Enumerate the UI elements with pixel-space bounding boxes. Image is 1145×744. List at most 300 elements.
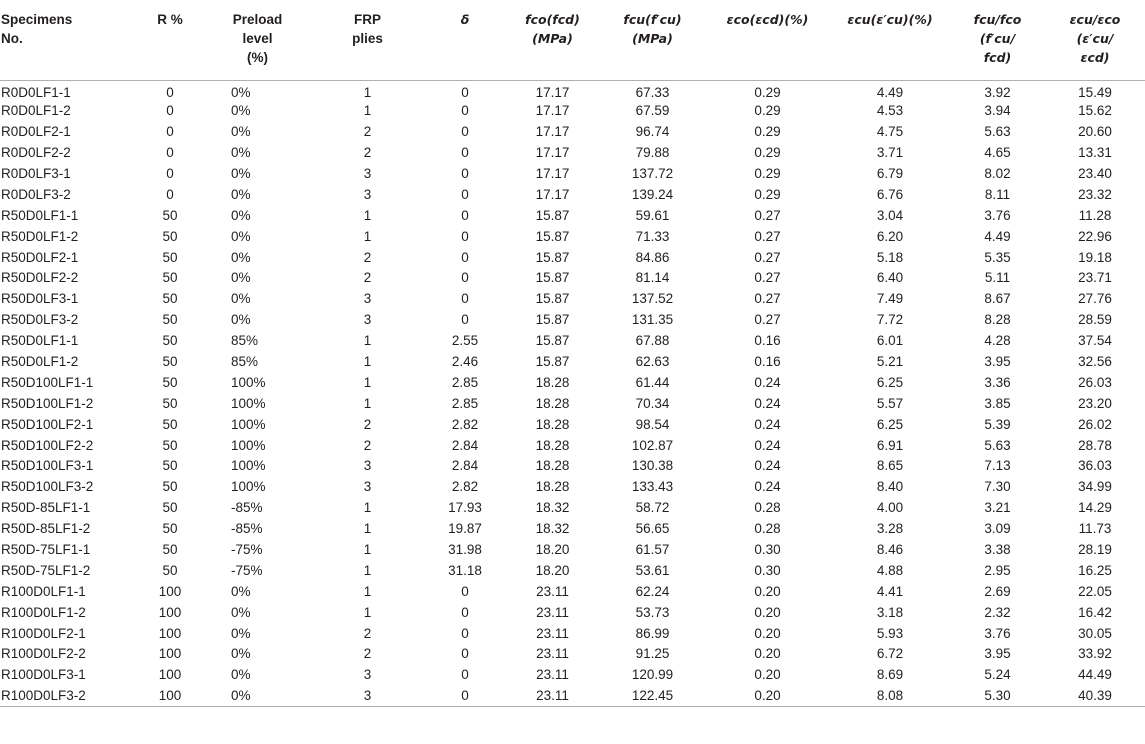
cell-fcu: 137.72: [631, 166, 674, 181]
cell-preload-level: 0%: [231, 625, 251, 641]
cell-preload-level: -85%: [231, 521, 263, 537]
table-body: [0, 80, 1145, 707]
cell-epscu-epsco-ratio: 23.71: [1078, 270, 1112, 286]
header-line: R %: [157, 12, 183, 27]
cell-fcu: 79.88: [635, 145, 670, 161]
header-frp-plies: [310, 0, 425, 80]
cell-fcu-fco-ratio: 5.24: [984, 667, 1011, 683]
cell-frp-plies: 1: [363, 521, 372, 537]
cell-eps-co: 0.30: [754, 542, 781, 558]
cell-delta: 0: [461, 207, 469, 223]
cell-eps-cu: 6.40: [876, 270, 904, 286]
cell-eps-cu: 8.08: [876, 688, 904, 704]
cell-preload-level: 0%: [231, 124, 251, 140]
cell-epscu-epsco-ratio: 20.60: [1078, 124, 1112, 140]
cell-r-percent: 50: [162, 312, 178, 328]
cell-epscu-epsco-ratio: 44.49: [1078, 667, 1112, 683]
cell-specimens: R50D-75LF1-2: [1, 562, 91, 578]
cell-frp-plies: 2: [363, 646, 372, 662]
cell-r-percent: 0: [166, 186, 174, 202]
cell-delta: 0: [461, 270, 469, 286]
cell-delta: 0: [461, 291, 469, 307]
header-fco: [505, 0, 600, 80]
cell-specimens: R50D100LF1-1: [1, 374, 94, 390]
cell-r-percent: 100: [158, 646, 182, 662]
cell-fcu-fco-ratio: 5.35: [984, 249, 1011, 265]
cell-r-percent: 50: [162, 416, 178, 432]
table-row: [0, 122, 1145, 143]
header-line: No.: [1, 31, 23, 46]
cell-fco: 15.87: [535, 228, 570, 244]
cell-epscu-epsco-ratio: 13.31: [1078, 145, 1112, 161]
cell-frp-plies: 3: [363, 688, 372, 704]
table-row: [0, 602, 1145, 623]
table-row: [0, 644, 1145, 665]
cell-fcu: 120.99: [631, 667, 674, 683]
cell-fco: 18.28: [535, 458, 570, 474]
cell-frp-plies: 1: [363, 84, 372, 100]
cell-fco: 15.87: [535, 207, 570, 223]
cell-fcu: 131.35: [631, 312, 674, 328]
cell-eps-co: 0.24: [754, 395, 781, 411]
cell-fco: 15.87: [535, 333, 570, 349]
table-row: [0, 184, 1145, 205]
cell-preload-level: -75%: [231, 542, 263, 558]
cell-fco: 17.17: [535, 166, 570, 181]
header-line: FRP: [354, 12, 381, 27]
cell-fcu-fco-ratio: 3.92: [984, 84, 1011, 100]
cell-preload-level: 0%: [231, 688, 251, 704]
cell-fcu-fco-ratio: 3.76: [984, 207, 1011, 223]
table-row: [0, 393, 1145, 414]
cell-delta: 0: [461, 312, 469, 328]
cell-specimens: R50D-85LF1-2: [1, 521, 91, 537]
cell-fcu-fco-ratio: 3.38: [984, 542, 1011, 558]
cell-delta: 0: [461, 249, 469, 265]
table-row: [0, 205, 1145, 226]
cell-fcu-fco-ratio: 5.63: [984, 437, 1011, 453]
cell-eps-cu: 8.46: [876, 542, 904, 558]
cell-eps-co: 0.24: [754, 437, 781, 453]
cell-preload-level: 0%: [231, 583, 251, 599]
cell-preload-level: 0%: [231, 103, 251, 119]
table-row: [0, 352, 1145, 373]
cell-fcu: 102.87: [631, 437, 674, 453]
cell-r-percent: 100: [158, 604, 182, 620]
cell-fcu-fco-ratio: 3.21: [984, 500, 1011, 516]
cell-fco: 18.20: [535, 562, 570, 578]
table-row: [0, 540, 1145, 561]
cell-epscu-epsco-ratio: 28.59: [1078, 312, 1112, 328]
cell-frp-plies: 1: [363, 103, 372, 119]
header-line: εcd): [1080, 50, 1110, 65]
cell-fcu: 130.38: [631, 458, 674, 474]
cell-r-percent: 50: [162, 562, 178, 578]
cell-preload-level: 0%: [231, 249, 251, 265]
cell-delta: 0: [461, 583, 469, 599]
cell-eps-co: 0.20: [754, 625, 781, 641]
header-r-percent: [135, 0, 205, 80]
cell-delta: 31.18: [448, 562, 482, 578]
table-row: [0, 331, 1145, 352]
cell-epscu-epsco-ratio: 30.05: [1078, 625, 1112, 641]
cell-fcu-fco-ratio: 8.11: [984, 186, 1011, 202]
cell-epscu-epsco-ratio: 16.25: [1078, 562, 1112, 578]
header-line: Preload: [232, 12, 283, 27]
cell-delta: 0: [461, 145, 469, 161]
cell-fco: 15.87: [535, 291, 570, 307]
header-line: (MPa): [632, 31, 673, 46]
table-row: [0, 289, 1145, 310]
cell-eps-cu: 3.71: [876, 145, 904, 161]
cell-r-percent: 50: [162, 374, 178, 390]
table-row: [0, 477, 1145, 498]
cell-delta: 2.84: [451, 437, 479, 453]
header-line: δ: [460, 12, 470, 27]
cell-epscu-epsco-ratio: 23.20: [1078, 395, 1112, 411]
cell-eps-cu: 5.18: [876, 249, 904, 265]
cell-r-percent: 100: [158, 688, 182, 704]
cell-frp-plies: 2: [363, 625, 372, 641]
cell-eps-cu: 6.76: [876, 186, 904, 202]
cell-epscu-epsco-ratio: 16.42: [1078, 604, 1112, 620]
cell-fcu-fco-ratio: 3.95: [984, 646, 1011, 662]
table-row: [0, 665, 1145, 686]
cell-specimens: R0D0LF2-1: [1, 124, 71, 140]
cell-eps-co: 0.29: [754, 103, 781, 119]
cell-fcu-fco-ratio: 4.65: [984, 145, 1011, 161]
cell-fcu: 53.61: [635, 562, 670, 578]
cell-specimens: R100D0LF3-1: [1, 667, 86, 683]
header-line: Specimens: [1, 12, 73, 27]
cell-r-percent: 100: [158, 625, 182, 641]
header-line: εco(εcd)(%): [726, 12, 809, 27]
cell-specimens: R50D0LF1-2: [1, 228, 79, 244]
cell-fco: 15.87: [535, 312, 570, 328]
cell-preload-level: 0%: [231, 667, 251, 683]
header-line: fcu(f′cu): [623, 12, 682, 27]
header-line: (f′cu/: [979, 31, 1016, 46]
cell-preload-level: 100%: [231, 374, 266, 390]
cell-fco: 18.28: [535, 374, 570, 390]
table-row: [0, 101, 1145, 122]
cell-epscu-epsco-ratio: 23.32: [1078, 186, 1112, 202]
cell-preload-level: 0%: [231, 84, 251, 100]
cell-specimens: R0D0LF1-1: [1, 84, 71, 100]
cell-eps-cu: 3.28: [876, 521, 904, 537]
cell-frp-plies: 1: [363, 542, 372, 558]
cell-epscu-epsco-ratio: 28.19: [1078, 542, 1112, 558]
cell-fcu: 58.72: [635, 500, 670, 516]
cell-epscu-epsco-ratio: 26.02: [1078, 416, 1112, 432]
header-line: (MPa): [532, 31, 573, 46]
cell-fco: 18.28: [535, 395, 570, 411]
header-line: fcu/fco: [973, 12, 1022, 27]
cell-delta: 17.93: [448, 500, 482, 516]
header-epscu-epsco-ratio: [1045, 0, 1145, 80]
cell-frp-plies: 3: [363, 667, 372, 683]
table-row: [0, 623, 1145, 644]
cell-fco: 23.11: [536, 646, 569, 662]
cell-eps-cu: 6.25: [876, 374, 904, 390]
cell-specimens: R0D0LF3-2: [1, 186, 71, 202]
cell-fcu: 61.57: [635, 542, 670, 558]
cell-r-percent: 50: [162, 270, 178, 286]
header-line: εcu(ε′cu)(%): [847, 12, 933, 27]
cell-epscu-epsco-ratio: 11.28: [1078, 207, 1112, 223]
cell-fco: 17.17: [535, 145, 570, 161]
table-row: [0, 581, 1145, 602]
cell-epscu-epsco-ratio: 15.49: [1078, 84, 1112, 100]
cell-frp-plies: 3: [363, 312, 372, 328]
cell-frp-plies: 1: [363, 354, 372, 370]
table-row: [0, 268, 1145, 289]
header-line: εcu/εco: [1069, 12, 1121, 27]
cell-r-percent: 50: [162, 249, 178, 265]
cell-delta: 0: [461, 688, 469, 704]
header-line: level: [242, 31, 273, 46]
cell-eps-co: 0.29: [754, 186, 781, 202]
cell-fcu: 81.14: [635, 270, 670, 286]
cell-eps-co: 0.29: [754, 145, 781, 161]
cell-eps-cu: 6.72: [876, 646, 904, 662]
cell-eps-co: 0.20: [754, 604, 781, 620]
cell-fcu: 71.33: [635, 228, 670, 244]
cell-specimens: R50D0LF1-2: [1, 354, 79, 370]
cell-fcu-fco-ratio: 5.39: [984, 416, 1011, 432]
cell-preload-level: 0%: [231, 646, 251, 662]
cell-specimens: R50D0LF3-2: [1, 312, 79, 328]
cell-eps-co: 0.16: [754, 333, 781, 349]
cell-eps-cu: 5.57: [876, 395, 904, 411]
cell-fco: 23.11: [536, 583, 569, 599]
cell-preload-level: 0%: [231, 604, 251, 620]
cell-delta: 0: [461, 667, 469, 683]
cell-eps-cu: 5.21: [876, 354, 904, 370]
cell-frp-plies: 2: [363, 437, 372, 453]
cell-r-percent: 50: [162, 500, 178, 516]
cell-frp-plies: 3: [363, 458, 372, 474]
cell-frp-plies: 2: [363, 270, 372, 286]
cell-specimens: R100D0LF1-2: [1, 604, 86, 620]
cell-eps-cu: 8.65: [876, 458, 904, 474]
cell-eps-co: 0.30: [754, 562, 781, 578]
cell-fcu: 53.73: [635, 604, 670, 620]
cell-eps-cu: 6.25: [876, 416, 904, 432]
cell-specimens: R50D0LF2-2: [1, 270, 79, 286]
header-line: plies: [352, 31, 383, 46]
cell-fcu: 96.74: [635, 124, 670, 140]
cell-r-percent: 50: [162, 458, 178, 474]
cell-eps-cu: 6.91: [876, 437, 904, 453]
cell-r-percent: 50: [162, 395, 178, 411]
cell-epscu-epsco-ratio: 37.54: [1078, 333, 1112, 349]
cell-r-percent: 0: [166, 145, 174, 161]
cell-preload-level: 100%: [231, 395, 266, 411]
cell-fco: 18.20: [535, 542, 570, 558]
cell-specimens: R100D0LF1-1: [1, 583, 86, 599]
table-row: [0, 143, 1145, 164]
cell-fcu-fco-ratio: 8.67: [984, 291, 1011, 307]
table-row: [0, 560, 1145, 581]
cell-specimens: R100D0LF2-1: [1, 625, 86, 641]
table-header: [0, 0, 1145, 80]
cell-fcu-fco-ratio: 4.28: [984, 333, 1011, 349]
cell-eps-cu: 6.79: [876, 166, 904, 181]
cell-eps-co: 0.29: [754, 124, 781, 140]
cell-delta: 0: [461, 124, 469, 140]
cell-frp-plies: 1: [363, 500, 372, 516]
cell-specimens: R50D-75LF1-1: [1, 542, 91, 558]
cell-delta: 2.82: [451, 416, 479, 432]
header-line: fcd): [983, 50, 1012, 65]
cell-eps-cu: 4.49: [876, 84, 904, 100]
cell-fco: 17.17: [535, 84, 570, 100]
cell-frp-plies: 1: [363, 333, 372, 349]
cell-epscu-epsco-ratio: 40.39: [1078, 688, 1112, 704]
cell-epscu-epsco-ratio: 34.99: [1078, 479, 1112, 495]
header-line: (ε′cu/: [1076, 31, 1114, 46]
cell-eps-co: 0.27: [754, 312, 781, 328]
header-row: [0, 0, 1145, 80]
cell-eps-cu: 6.20: [876, 228, 904, 244]
cell-r-percent: 50: [162, 521, 178, 537]
cell-delta: 0: [461, 604, 469, 620]
cell-epscu-epsco-ratio: 11.73: [1078, 521, 1112, 537]
cell-eps-co: 0.24: [754, 479, 781, 495]
cell-fcu-fco-ratio: 5.63: [984, 124, 1011, 140]
header-line: (%): [247, 50, 268, 65]
cell-delta: 0: [461, 625, 469, 641]
cell-frp-plies: 2: [363, 124, 372, 140]
cell-fco: 23.11: [536, 667, 569, 683]
cell-preload-level: -85%: [231, 500, 263, 516]
cell-fcu-fco-ratio: 2.32: [984, 604, 1011, 620]
header-eps-cu: [830, 0, 950, 80]
cell-fco: 17.17: [535, 124, 570, 140]
cell-fcu: 70.34: [635, 395, 670, 411]
cell-r-percent: 50: [162, 437, 178, 453]
cell-r-percent: 50: [162, 291, 178, 307]
cell-eps-co: 0.28: [754, 500, 781, 516]
cell-frp-plies: 3: [363, 291, 372, 307]
cell-epscu-epsco-ratio: 28.78: [1078, 437, 1112, 453]
cell-delta: 2.85: [451, 374, 479, 390]
cell-preload-level: 100%: [231, 416, 266, 432]
table-row: [0, 456, 1145, 477]
cell-preload-level: 0%: [231, 228, 251, 244]
cell-frp-plies: 1: [363, 228, 372, 244]
table-row: [0, 686, 1145, 707]
table-row: [0, 226, 1145, 247]
cell-specimens: R50D100LF1-2: [1, 395, 94, 411]
table-row: [0, 498, 1145, 519]
cell-eps-co: 0.29: [754, 84, 781, 100]
cell-fco: 23.11: [536, 604, 569, 620]
cell-delta: 31.98: [448, 542, 482, 558]
cell-eps-cu: 8.40: [876, 479, 904, 495]
table-row: [0, 164, 1145, 185]
cell-preload-level: 100%: [231, 458, 266, 474]
table-row: [0, 414, 1145, 435]
cell-specimens: R50D0LF3-1: [1, 291, 79, 307]
cell-preload-level: 0%: [231, 207, 251, 223]
cell-fcu-fco-ratio: 2.95: [984, 562, 1011, 578]
cell-fcu: 67.88: [635, 333, 670, 349]
cell-epscu-epsco-ratio: 22.05: [1078, 583, 1112, 599]
cell-fcu-fco-ratio: 4.49: [984, 228, 1011, 244]
cell-delta: 2.82: [451, 479, 479, 495]
cell-eps-co: 0.27: [754, 249, 781, 265]
cell-fco: 17.17: [535, 103, 570, 119]
cell-specimens: R100D0LF3-2: [1, 688, 86, 704]
cell-frp-plies: 3: [363, 186, 372, 202]
cell-frp-plies: 1: [363, 562, 372, 578]
cell-specimens: R50D-85LF1-1: [1, 500, 91, 516]
cell-eps-co: 0.27: [754, 270, 781, 286]
cell-delta: 0: [461, 84, 469, 100]
cell-eps-cu: 5.93: [876, 625, 904, 641]
cell-fcu: 61.44: [635, 374, 670, 390]
cell-eps-co: 0.20: [754, 688, 781, 704]
cell-eps-co: 0.24: [754, 458, 781, 474]
cell-fcu: 67.59: [635, 103, 670, 119]
cell-r-percent: 100: [158, 583, 182, 599]
cell-eps-cu: 4.41: [876, 583, 904, 599]
header-fcu-fco-ratio: [950, 0, 1045, 80]
cell-fcu-fco-ratio: 7.30: [984, 479, 1011, 495]
cell-r-percent: 0: [166, 103, 174, 119]
cell-frp-plies: 1: [363, 604, 372, 620]
cell-delta: 0: [461, 186, 469, 202]
cell-fcu-fco-ratio: 5.11: [984, 270, 1011, 286]
cell-fcu: 67.33: [635, 84, 670, 100]
cell-epscu-epsco-ratio: 23.40: [1078, 166, 1112, 181]
cell-fcu: 139.24: [631, 186, 674, 202]
cell-frp-plies: 2: [363, 145, 372, 161]
cell-fco: 15.87: [535, 354, 570, 370]
cell-specimens: R50D0LF1-1: [1, 207, 79, 223]
cell-fco: 15.87: [535, 249, 570, 265]
cell-specimens: R50D0LF1-1: [1, 333, 79, 349]
cell-epscu-epsco-ratio: 19.18: [1078, 249, 1112, 265]
cell-specimens: R50D100LF2-1: [1, 416, 94, 432]
cell-epscu-epsco-ratio: 32.56: [1078, 354, 1112, 370]
cell-frp-plies: 1: [363, 374, 372, 390]
cell-eps-co: 0.20: [754, 646, 781, 662]
cell-fcu: 62.24: [635, 583, 670, 599]
cell-fco: 18.28: [535, 416, 570, 432]
cell-fco: 18.32: [535, 521, 570, 537]
cell-fcu-fco-ratio: 3.94: [984, 103, 1011, 119]
cell-fco: 23.11: [536, 688, 569, 704]
cell-fcu-fco-ratio: 3.85: [984, 395, 1011, 411]
cell-epscu-epsco-ratio: 14.29: [1078, 500, 1112, 516]
cell-delta: 2.55: [451, 333, 479, 349]
cell-eps-co: 0.16: [754, 354, 781, 370]
cell-fco: 15.87: [535, 270, 570, 286]
cell-delta: 19.87: [448, 521, 482, 537]
cell-eps-cu: 6.01: [876, 333, 904, 349]
header-specimens: [0, 0, 135, 80]
cell-epscu-epsco-ratio: 15.62: [1078, 103, 1112, 119]
cell-specimens: R50D100LF3-2: [1, 479, 94, 495]
cell-eps-cu: 4.75: [876, 124, 904, 140]
cell-preload-level: 0%: [231, 166, 251, 181]
cell-eps-co: 0.27: [754, 291, 781, 307]
cell-specimens: R50D0LF2-1: [1, 249, 79, 265]
cell-eps-cu: 4.00: [876, 500, 904, 516]
